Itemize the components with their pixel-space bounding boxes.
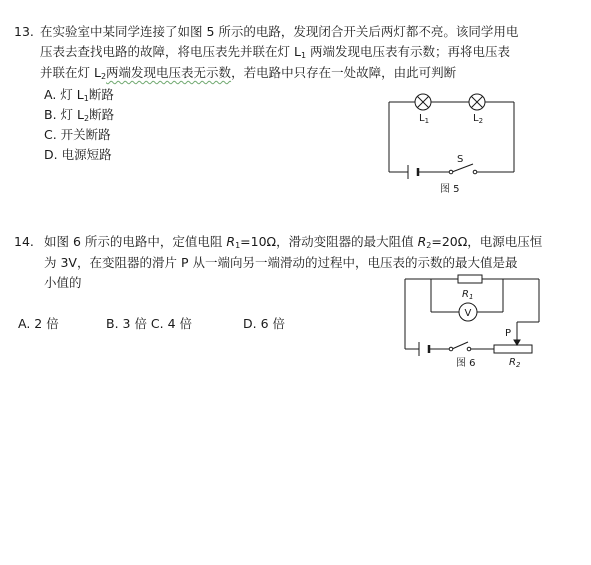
q13-wavy-underlined-text: 两端发现电压表无示数: [106, 65, 232, 80]
switch-icon: [449, 342, 471, 351]
voltmeter-icon: [459, 303, 477, 321]
q13-option-c: C. 开关断路: [44, 127, 111, 142]
resistor-r1-label: $R_1$: [462, 289, 474, 301]
q14-stem-line-2: 为 3V，在变阻器的滑片 P 从一端向另一端滑动的过程中，电压表的示数的最大值是最: [44, 255, 518, 270]
q14-stem-line-3: 小值的: [44, 275, 82, 290]
q13-stem-line-1: 在实验室中某同学连接了如图 5 所示的电路，发现闭合开关后两灯都不亮。该同学用电: [40, 24, 519, 39]
lamp-l1-icon: [415, 94, 431, 110]
rheostat-r2-icon: [494, 345, 532, 353]
q13-option-b: B. 灯 $L_2$断路: [44, 107, 115, 123]
switch-icon: [449, 164, 477, 174]
resistor-r1-icon: [458, 275, 482, 283]
figure-6-caption: 图 6: [456, 358, 476, 369]
q14-option-a: A. 2 倍: [18, 316, 59, 331]
battery-icon: [408, 165, 418, 179]
svg-text:V: V: [464, 308, 472, 319]
q14-stem-line-1: 如图 6 所示的电路中，定值电阻 $R_1=10\Omega$，滑动变阻器的最大阻值 $R_2=20\Omega$，电源电压恒: [44, 234, 543, 250]
q14-number: 14.: [14, 234, 34, 249]
lamp-l2-icon: [469, 94, 485, 110]
q13-stem-line-3: 并联在灯 $L_2$两端发现电压表无示数，若电路中只存在一处故障，由此可判断: [40, 65, 457, 81]
switch-label: S: [457, 154, 464, 165]
figure-5-caption: 图 5: [440, 184, 460, 195]
q13-option-a: A. 灯 $L_1$断路: [44, 87, 114, 103]
lamp-l1-label: $L_1$: [419, 113, 430, 125]
q14-option-d: D. 6 倍: [243, 316, 285, 331]
slider-p-label: P: [505, 328, 512, 339]
lamp-l2-label: $L_2$: [473, 113, 484, 125]
slider-arrow-icon: [514, 322, 539, 345]
q13-stem-line-2: 压表去查找电路的故障，将电压表先并联在灯 $L_1$ 两端发现电压表有示数；再将电压表: [40, 44, 511, 60]
q14-option-b-c: B. 3 倍 C. 4 倍: [106, 316, 193, 331]
figure-6-circuit: [396, 270, 546, 374]
figure-5-circuit: [380, 88, 530, 200]
rheostat-r2-label: $R_2$: [509, 357, 521, 369]
q13-number: 13.: [14, 24, 34, 39]
q13-option-d: D. 电源短路: [44, 147, 112, 162]
battery-icon: [419, 342, 429, 356]
